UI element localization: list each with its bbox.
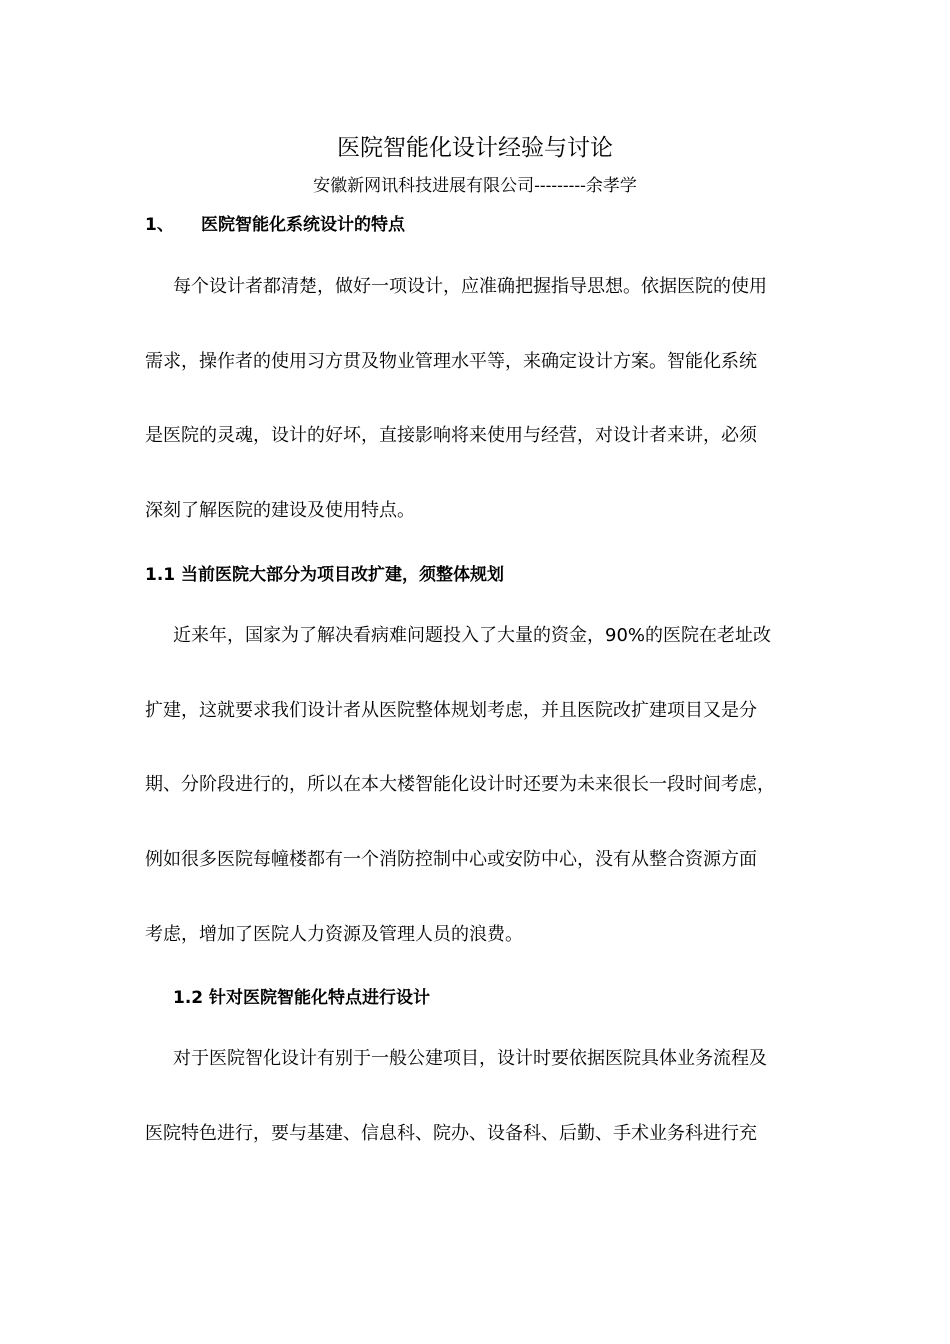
document-subtitle: 安徽新网讯科技进展有限公司---------余孝学 <box>313 176 637 196</box>
paragraph-line: 每个设计者都清楚，做好一项设计，应准确把握指导思想。依据医院的使用 <box>173 276 767 297</box>
paragraph-line: 是医院的灵魂，设计的好坏，直接影响将来使用与经营，对设计者来讲，必须 <box>145 425 757 446</box>
document-title: 医院智能化设计经验与讨论 <box>337 135 613 161</box>
section-1-number: 1、 <box>145 215 174 235</box>
section-1-1-heading: 1.1 当前医院大部分为项目改扩建，须整体规划 <box>145 565 505 585</box>
paragraph-line: 期、分阶段进行的，所以在本大楼智能化设计时还要为未来很长一段时间考虑， <box>145 774 775 795</box>
paragraph-line: 对于医院智化设计有别于一般公建项目，设计时要依据医院具体业务流程及 <box>173 1048 767 1069</box>
section-1-heading <box>145 212 405 238</box>
paragraph-line: 近来年，国家为了解决看病难问题投入了大量的资金，90%的医院在老址改 <box>173 625 772 646</box>
section-1-2-heading: 1.2 针对医院智能化特点进行设计 <box>173 988 431 1008</box>
paragraph-line: 考虑，增加了医院人力资源及管理人员的浪费。 <box>145 924 523 945</box>
paragraph-line: 深刻了解医院的建设及使用特点。 <box>145 500 415 521</box>
paragraph-line: 扩建，这就要求我们设计者从医院整体规划考虑，并且医院改扩建项目又是分 <box>145 700 757 721</box>
paragraph-line: 例如很多医院每幢楼都有一个消防控制中心或安防中心，没有从整合资源方面 <box>145 849 757 870</box>
paragraph-line: 医院特色进行，要与基建、信息科、院办、设备科、后勤、手术业务科进行充 <box>145 1123 757 1144</box>
paragraph-line: 需求，操作者的使用习方贯及物业管理水平等，来确定设计方案。智能化系统 <box>145 351 757 372</box>
section-1-heading-text: 医院智能化系统设计的特点 <box>201 215 405 235</box>
